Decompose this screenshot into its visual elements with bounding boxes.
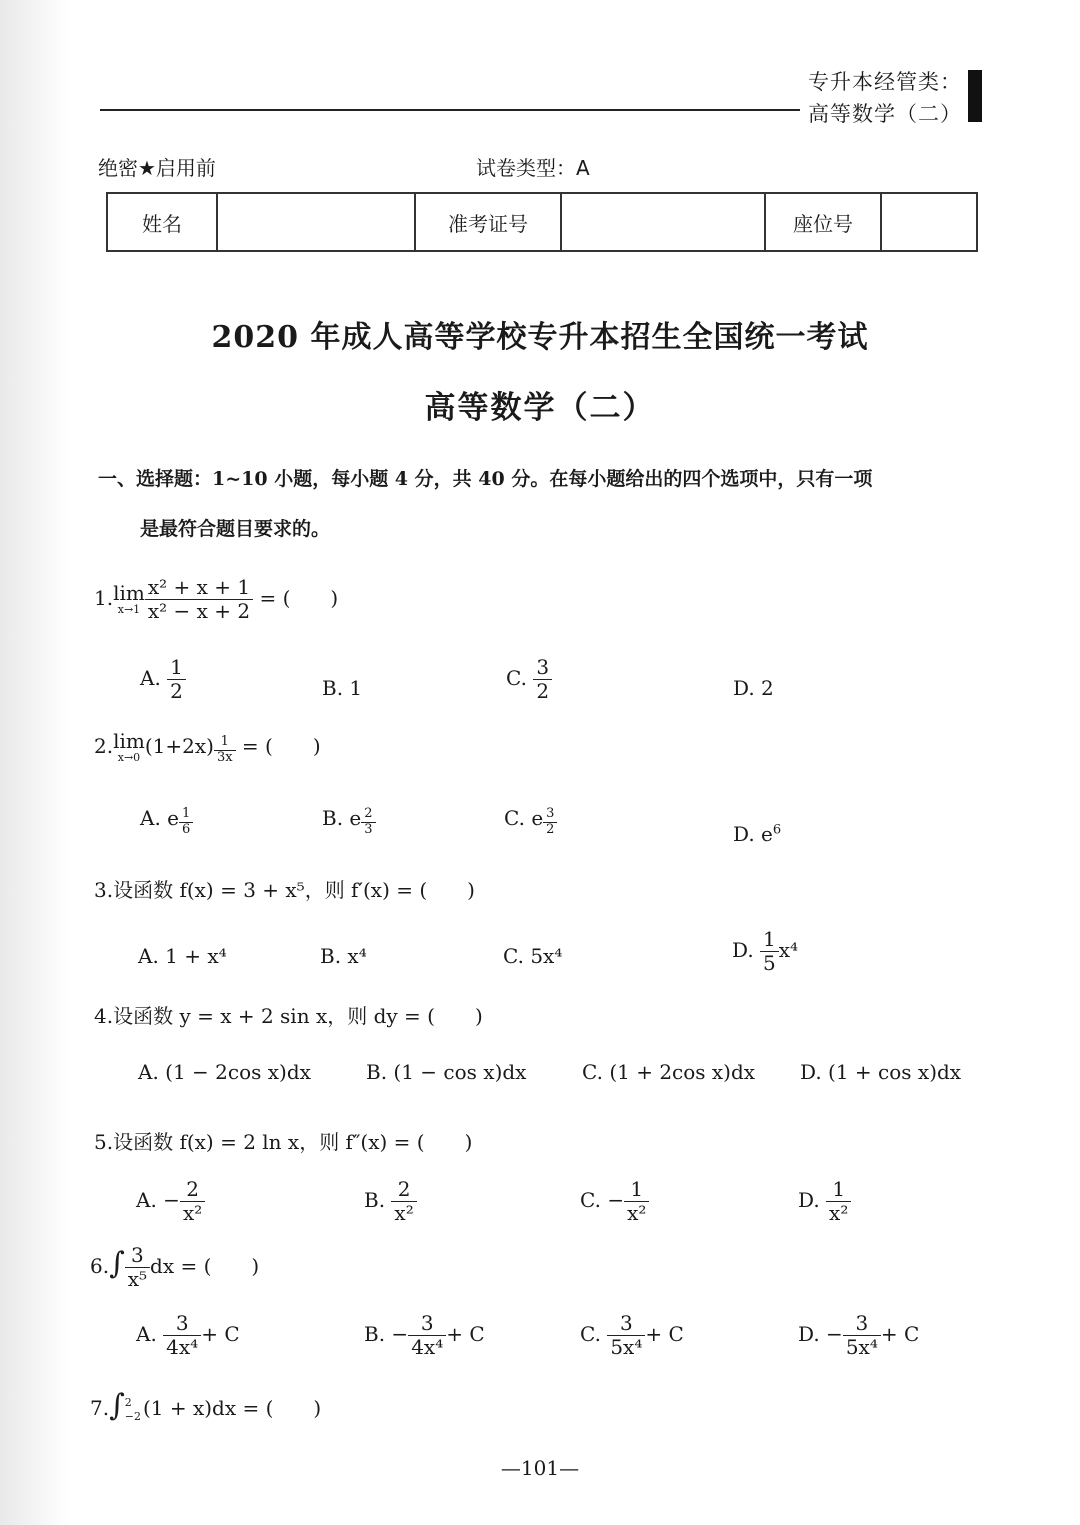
q3-option-d[interactable]: D. $\frac{1}{5}$ x⁴ — [732, 927, 799, 975]
exam-id-field[interactable] — [561, 193, 765, 251]
section-instructions: 一、选择题：1~10 小题，每小题 4 分，共 40 分。在每小题给出的四个选项中，只有一项 — [98, 468, 873, 490]
q6-option-b[interactable]: B. − $\frac{3}{\text{4x⁴}}$ + C — [364, 1311, 485, 1359]
question-2: 2. lim x→0 (1+2x) $\frac{1}{3x}$ = ( ) — [94, 729, 321, 766]
q6-option-c[interactable]: C. $\frac{3}{\text{5x⁴}}$ + C — [580, 1311, 684, 1359]
q2-option-b[interactable]: B. e $\frac{2}{3}$ — [322, 806, 376, 838]
q5-option-c[interactable]: C. − $\frac{1}{\text{x²}}$ — [580, 1178, 649, 1225]
question-1 — [94, 576, 338, 623]
question-5: 5.设函数 f(x) = 2 ln x，则 f″(x) = ( ) — [94, 1130, 473, 1154]
header-bar — [968, 70, 982, 122]
page-number: —101— — [500, 1456, 580, 1480]
q3-option-b[interactable]: B. x⁴ — [320, 944, 367, 968]
question-4: 4.设函数 y = x + 2 sin x，则 dy = ( ) — [94, 1004, 483, 1028]
header-rule — [100, 109, 800, 111]
seat-label: 座位号 — [765, 193, 881, 251]
q3-option-c[interactable]: C. 5x⁴ — [503, 944, 563, 968]
q5-option-a[interactable]: A. − $\frac{2}{\text{x²}}$ — [136, 1178, 205, 1225]
seat-field[interactable] — [881, 193, 977, 251]
question-3: 3.设函数 f(x) = 3 + x⁵，则 f′(x) = ( ) — [94, 878, 475, 902]
candidate-info-table — [106, 192, 978, 252]
q2-option-d[interactable]: D. $e^6$ — [733, 822, 782, 846]
q1-limit: lim x→1 — [113, 581, 145, 617]
paper-type-label: 试卷类型：A — [476, 156, 590, 180]
section-instructions-cont: 是最符合题目要求的。 — [140, 518, 331, 540]
question-7: 7.∫ 2 −2 (1 + x)dx = ( ) — [90, 1388, 322, 1423]
q1-option-d[interactable]: D. 2 — [733, 676, 774, 700]
secret-label: 绝密★启用前 — [98, 156, 216, 180]
q5-option-d[interactable]: D. $\frac{1}{\text{x²}}$ — [798, 1178, 851, 1225]
q6-option-d[interactable]: D. − $\frac{3}{\text{5x⁴}}$ + C — [798, 1311, 920, 1359]
name-field[interactable] — [217, 193, 415, 251]
exam-id-label: 准考证号 — [415, 193, 561, 251]
q4-option-b[interactable]: B. (1 − cos x)dx — [366, 1060, 527, 1084]
q1-number: 1. — [94, 586, 114, 610]
q7-integral-sign: ∫ — [109, 1388, 125, 1423]
q2-option-c[interactable]: C. e $\frac{3}{2}$ — [504, 806, 557, 838]
q4-option-d[interactable]: D. (1 + cos x)dx — [800, 1060, 962, 1084]
page-shadow-edge — [0, 0, 70, 1525]
q4-option-a[interactable]: A. (1 − 2cos x)dx — [138, 1060, 311, 1084]
question-6: 6.∫ $\frac{3}{\text{x⁵}}$ dx = ( ) — [90, 1243, 260, 1291]
name-label: 姓名 — [107, 193, 217, 251]
q5-option-b[interactable]: B. $\frac{2}{\text{x²}}$ — [364, 1178, 417, 1225]
q1-tail: = ( ) — [259, 586, 339, 610]
q6-option-a[interactable]: A. $\frac{3}{\text{4x⁴}}$ + C — [136, 1311, 240, 1359]
q1-option-c[interactable]: C. $\frac{3}{2}$ — [506, 656, 552, 703]
header-subject: 高等数学（二） — [808, 102, 962, 126]
q3-option-a[interactable]: A. 1 + x⁴ — [138, 944, 227, 968]
q4-option-c[interactable]: C. (1 + 2cos x)dx — [582, 1060, 756, 1084]
q1-fraction: $\frac{\text{x² + x + 1}}{\text{x² − x + 2}}$ — [145, 576, 253, 623]
q1-option-b[interactable]: B. 1 — [322, 676, 363, 700]
q1-option-a[interactable]: A. $\frac{1}{2}$ — [140, 656, 186, 703]
exam-subtitle: 高等数学（二） — [424, 390, 656, 426]
header-category: 专升本经管类： — [808, 70, 962, 94]
q6-integral-sign: ∫ — [109, 1246, 125, 1281]
q2-option-a[interactable]: A. e $\frac{1}{6}$ — [140, 806, 193, 838]
exam-title: 2020 年成人高等学校专升本招生全国统一考试 — [211, 320, 869, 355]
